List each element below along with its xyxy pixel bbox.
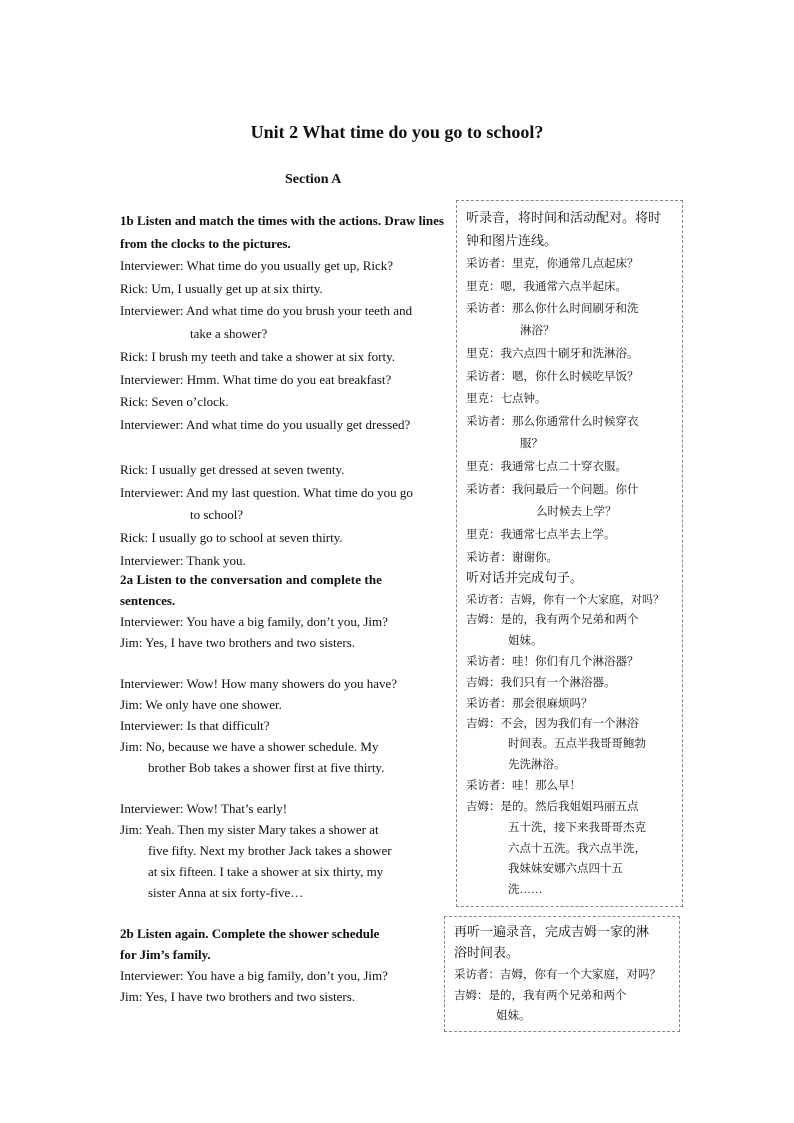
dialogue-line: Interviewer: And what time do you usually get dressed? (120, 417, 411, 432)
translation-line: 六点十五洗。我六点半洗， (508, 843, 646, 855)
heading-2a-cont: sentences. (120, 593, 176, 608)
dialogue-line: Jim: Yes, I have two brothers and two sisters. (120, 635, 356, 650)
dialogue-line: Interviewer: Wow! How many showers do you have? (120, 676, 398, 691)
dialogue-line: Rick: I brush my teeth and take a shower at six forty. (120, 349, 395, 364)
dialogue-line: Interviewer: Hmm. What time do you eat breakfast? (120, 372, 392, 387)
translation-line: 里克：我通常七点半去上学。 (466, 529, 616, 541)
translation-heading: 再听一遍录音，完成吉姆一家的淋 (454, 924, 650, 939)
translation-line: 采访者：吉姆，你有一个大家庭，对吗？ (466, 594, 664, 606)
dialogue-line: Rick: I usually get dressed at seven twenty. (120, 462, 345, 477)
translation-line: 五十洗，接下来我哥哥杰克 (508, 822, 646, 834)
dialogue-line: Interviewer: You have a big family, don’t you, Jim? (120, 968, 388, 983)
translation-line: 淋浴？ (520, 325, 555, 337)
dialogue-line: Jim: Yeah. Then my sister Mary takes a shower at (120, 822, 379, 837)
translation-heading: 浴时间表。 (454, 945, 520, 960)
dialogue-line: Interviewer: Is that difficult? (120, 718, 270, 733)
translation-heading: 钟和图片连线。 (466, 233, 558, 248)
dialogue-line: take a shower? (190, 326, 268, 341)
translation-line: 先洗淋浴。 (508, 759, 566, 771)
dialogue-line: Interviewer: Wow! That’s early! (120, 801, 288, 816)
dialogue-line: Jim: Yes, I have two brothers and two sisters. (120, 989, 356, 1004)
dialogue-line: Rick: I usually go to school at seven thirty. (120, 530, 343, 545)
heading-2a: 2a Listen to the conversation and complete the (120, 572, 383, 587)
translation-line: 采访者：那会很麻烦吗？ (466, 698, 593, 710)
translation-line: 采访者：哇！那么早！ (466, 780, 581, 792)
dialogue-line: Interviewer: You have a big family, don’t you, Jim? (120, 614, 388, 629)
translation-line: 采访者：哇！你们有几个淋浴器？ (466, 656, 639, 668)
dialogue-line: Interviewer: And my last question. What time do you go (120, 485, 413, 500)
translation-line: 里克：七点钟。 (466, 393, 547, 405)
dialogue-line: Interviewer: And what time do you brush your teeth and (120, 303, 413, 318)
section-heading: Section A (285, 172, 342, 187)
translation-line: 姐妹。 (508, 635, 543, 647)
translation-line: 采访者：嗯，你什么时候吃早饭？ (466, 371, 639, 383)
translation-line: 吉姆：不会，因为我们有一个淋浴 (466, 718, 639, 730)
translation-line: 吉姆：是的，我有两个兄弟和两个 (454, 990, 627, 1002)
translation-line: 里克：嗯，我通常六点半起床。 (466, 281, 627, 293)
dialogue-line: at six fifteen. I take a shower at six thirty, my (148, 864, 384, 879)
translation-line: 采访者：谢谢你。 (466, 552, 558, 564)
translation-line: 吉姆：是的，我有两个兄弟和两个 (466, 614, 639, 626)
translation-line: 我妹妹安娜六点四十五 (508, 863, 623, 875)
dialogue-line: Jim: We only have one shower. (120, 697, 282, 712)
heading-1b-cont: from the clocks to the pictures. (120, 236, 291, 251)
heading-1b: 1b Listen and match the times with the actions. Draw lines (120, 213, 444, 228)
translation-heading: 听录音，将时间和活动配对。将时 (466, 210, 662, 225)
translation-line: 采访者：那么你通常什么时候穿衣 (466, 416, 639, 428)
translation-heading: 听对话并完成句子。 (466, 570, 584, 585)
dialogue-line: Rick: Um, I usually get up at six thirty. (120, 281, 323, 296)
translation-line: 洗…… (508, 884, 543, 896)
translation-line: 里克：我通常七点二十穿衣服。 (466, 461, 627, 473)
translation-line: 采访者：里克，你通常几点起床？ (466, 258, 639, 270)
dialogue-line: Rick: Seven o’clock. (120, 394, 229, 409)
translation-line: 采访者：我问最后一个问题。你什 (466, 484, 639, 496)
dialogue-line: Interviewer: Thank you. (120, 553, 246, 568)
translation-line: 吉姆：是的。然后我姐姐玛丽五点 (466, 801, 639, 813)
translation-line: 服？ (520, 438, 543, 450)
page-title: Unit 2 What time do you go to school? (250, 122, 544, 142)
dialogue-line: five fifty. Next my brother Jack takes a shower (148, 843, 392, 858)
translation-line: 吉姆：我们只有一个淋浴器。 (466, 677, 616, 689)
translation-line: 采访者：那么你什么时间刷牙和洗 (466, 303, 639, 315)
translation-line: 采访者：吉姆，你有一个大家庭，对吗？ (454, 969, 661, 981)
translation-line: 时间表。五点半我哥哥鲍勃 (508, 738, 646, 750)
dialogue-line: Interviewer: What time do you usually get up, Rick? (120, 258, 394, 273)
dialogue-line: to school? (190, 507, 244, 522)
translation-line: 里克：我六点四十刷牙和洗淋浴。 (466, 348, 639, 360)
translation-line: 姐妹。 (496, 1010, 531, 1022)
dialogue-line: sister Anna at six forty-five… (148, 885, 304, 900)
dialogue-line: brother Bob takes a shower first at five thirty. (148, 760, 385, 775)
dialogue-line: Jim: No, because we have a shower schedule. My (120, 739, 379, 754)
translation-line: 么时候去上学？ (536, 506, 617, 518)
heading-2b-cont: for Jim’s family. (120, 947, 211, 962)
heading-2b: 2b Listen again. Complete the shower schedule (120, 926, 380, 941)
